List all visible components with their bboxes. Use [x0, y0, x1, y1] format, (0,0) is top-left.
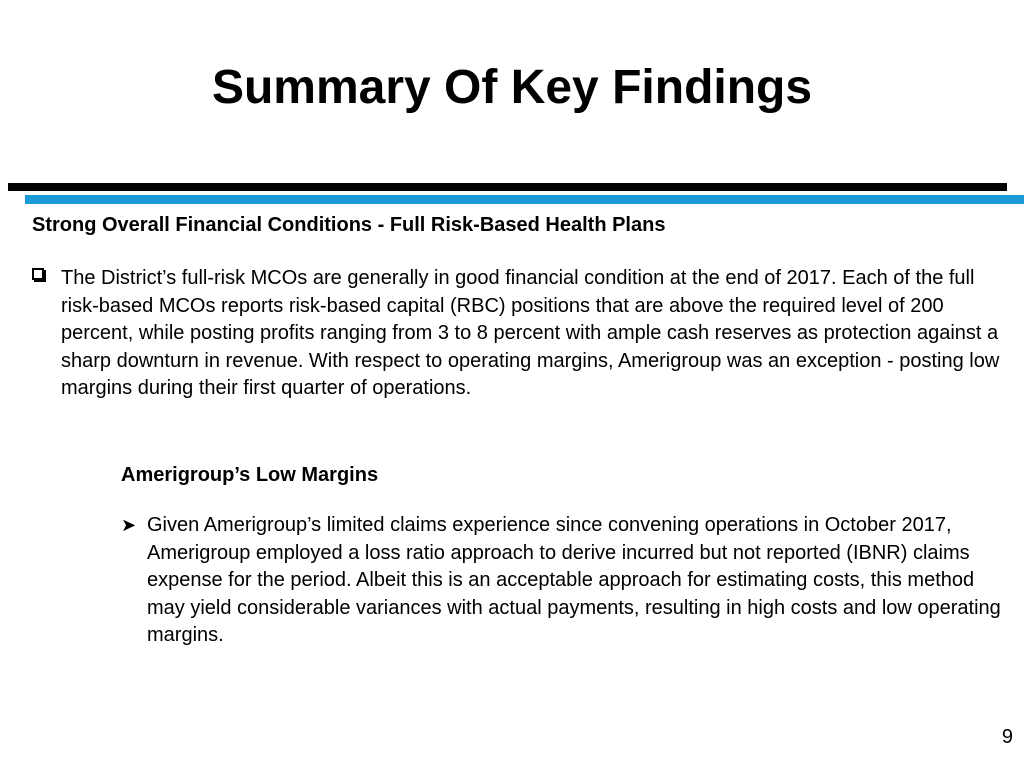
sub-heading: Amerigroup’s Low Margins	[121, 464, 379, 486]
main-bullet-text: The District’s full-risk MCOs are generally in good financial condition at the end of 2017. Each of the full risk-based MCOs reports risk-based capital (RBC) positions that are above the required level of 200 percent, while posting profits ranging from 3 to 8 percent with ample cash reserves as protection against a sharp downturn in revenue. With respect to operating margins, Amerigroup was an exception - posting low margins during their first quarter of operations.	[61, 267, 1000, 399]
title-divider-black	[8, 183, 1007, 191]
main-bullet	[32, 265, 1017, 403]
checkbox-bullet-icon	[32, 268, 44, 280]
title-divider-blue	[25, 195, 1024, 204]
section-heading: Strong Overall Financial Conditions - Full Risk-Based Health Plans	[32, 214, 666, 236]
arrow-bullet-icon: ➤	[121, 515, 137, 535]
sub-bullet	[121, 512, 1011, 650]
slide-title: Summary Of Key Findings	[211, 61, 813, 114]
sub-bullet-text: Given Amerigroup’s limited claims experience since convening operations in October 2017, Amerigroup employed a loss ratio approach to derive incurred but not reported (IBNR) claims expense for the period. Albeit this is an acceptable approach for estimating costs, this method may yield considerable variances with actual payments, resulting in high costs and low operating margins.	[147, 514, 1001, 646]
page-number: 9	[1001, 726, 1013, 748]
